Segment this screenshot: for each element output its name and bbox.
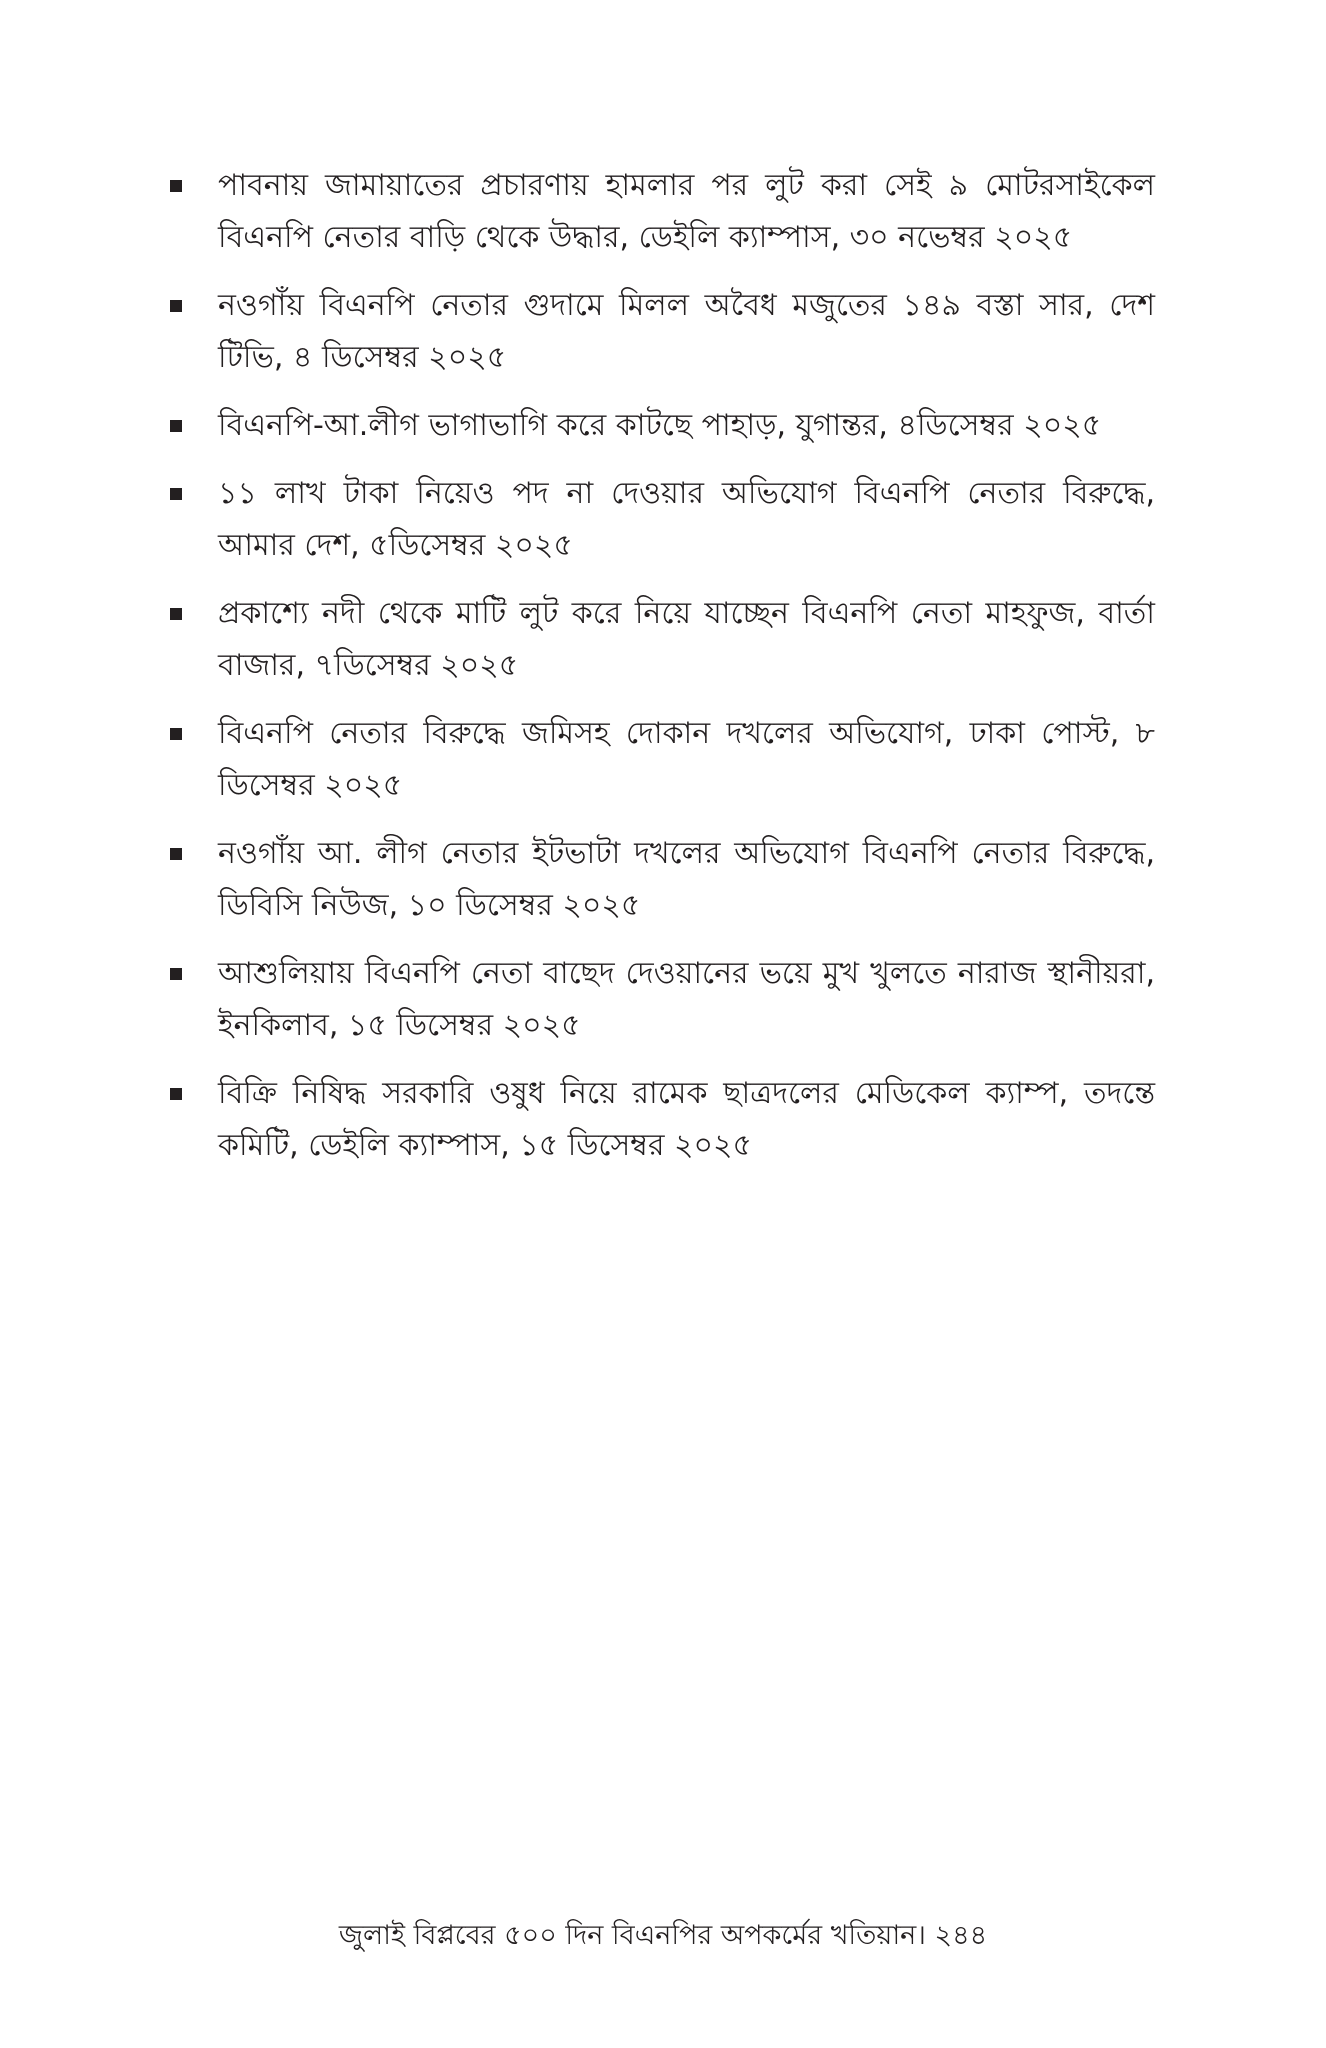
list-item-text: ১১ লাখ টাকা নিয়েও পদ না দেওয়ার অভিযোগ বিএনপি নেতার বিরুদ্ধে, আমার দেশ, ৫ডিসেম্বর ২০২৫ — [218, 476, 1155, 563]
list-item — [170, 588, 1155, 692]
list-item — [170, 708, 1155, 812]
list-item — [170, 468, 1155, 572]
list-item — [170, 160, 1155, 264]
list-item-text: আশুলিয়ায় বিএনপি নেতা বাছেদ দেওয়ানের ভয়ে মুখ খুলতে নারাজ স্থানীয়রা, ইনকিলাব, ১৫ ডিসেম্বর ২০২৫ — [218, 956, 1155, 1043]
square-bullet-icon — [170, 300, 182, 312]
list-item-text: বিক্রি নিষিদ্ধ সরকারি ওষুধ নিয়ে রামেক ছাত্রদলের মেডিকেল ক্যাম্প, তদন্তে কমিটি, ডেইলি ক্যাম্পাস, ১৫ ডিসেম্বর ২০২৫ — [218, 1076, 1155, 1163]
list-item — [170, 400, 1155, 452]
square-bullet-icon — [170, 608, 182, 620]
list-item-text: নওগাঁয় আ. লীগ নেতার ইটভাটা দখলের অভিযোগ বিএনপি নেতার বিরুদ্ধে, ডিবিসি নিউজ, ১০ ডিসেম্বর ২০২৫ — [218, 836, 1155, 923]
list-item — [170, 828, 1155, 932]
list-item-text: বিএনপি নেতার বিরুদ্ধে জমিসহ দোকান দখলের অভিযোগ, ঢাকা পোস্ট, ৮ ডিসেম্বর ২০২৫ — [218, 716, 1155, 803]
list-item — [170, 948, 1155, 1052]
square-bullet-icon — [170, 420, 182, 432]
list-item-text: প্রকাশ্যে নদী থেকে মাটি লুট করে নিয়ে যাচ্ছেন বিএনপি নেতা মাহফুজ, বার্তা বাজার, ৭ডিসেম্বর ২০২৫ — [218, 596, 1155, 683]
square-bullet-icon — [170, 488, 182, 500]
square-bullet-icon — [170, 848, 182, 860]
list-item-text: নওগাঁয় বিএনপি নেতার গুদামে মিলল অবৈধ মজুতের ১৪৯ বস্তা সার, দেশ টিভি, ৪ ডিসেম্বর ২০২৫ — [218, 288, 1155, 375]
list-item — [170, 1068, 1155, 1172]
square-bullet-icon — [170, 180, 182, 192]
page-footer: জুলাই বিপ্লবের ৫০০ দিন বিএনপির অপকর্মের খতিয়ান। ২৪৪ — [338, 1920, 988, 1951]
square-bullet-icon — [170, 968, 182, 980]
square-bullet-icon — [170, 728, 182, 740]
list-item-text: বিএনপি-আ.লীগ ভাগাভাগি করে কাটছে পাহাড়, যুগান্তর, ৪ডিসেম্বর ২০২৫ — [218, 408, 1102, 443]
square-bullet-icon — [170, 1088, 182, 1100]
news-list — [170, 160, 1155, 1188]
list-item-text: পাবনায় জামায়াতের প্রচারণায় হামলার পর লুট করা সেই ৯ মোটরসাইকেল বিএনপি নেতার বাড়ি থেকে উদ্ধার, ডেইলি ক্যাম্পাস, ৩০ নভেম্বর ২০২৫ — [218, 168, 1155, 255]
list-item — [170, 280, 1155, 384]
